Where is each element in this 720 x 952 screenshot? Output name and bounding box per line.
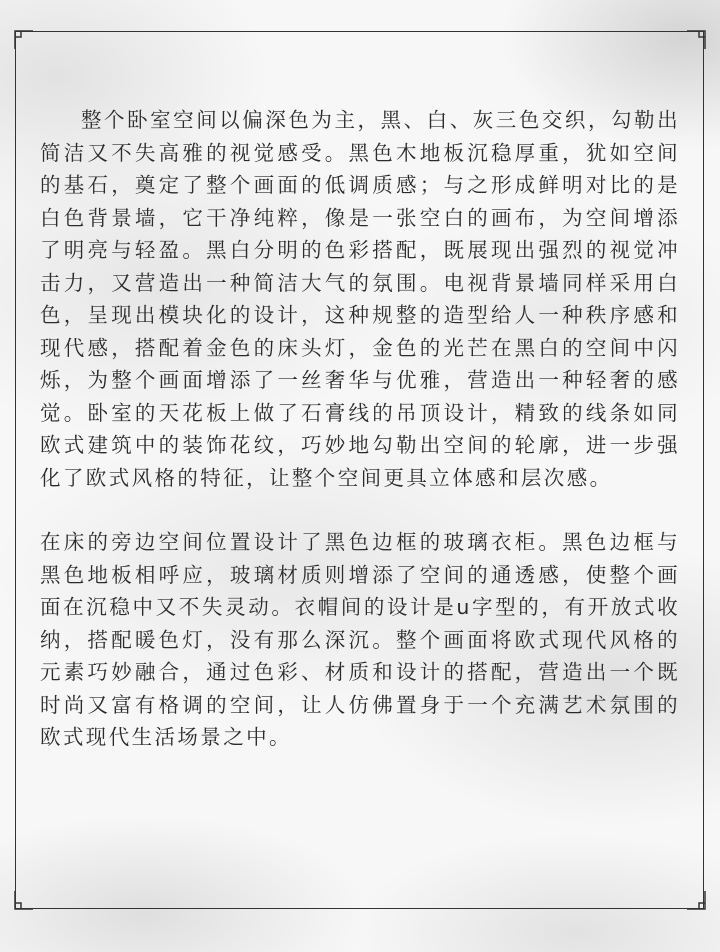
paragraph: 在床的旁边空间位置设计了黑色边框的玻璃衣柜。黑色边框与黑色地板相呼应，玻璃材质则增添了空间的通透感，使整个画面在沉稳中又不失灵动。衣帽间的设计是u字型的，有开放式收纳，搭配暖色灯，没有那么深沉。整个画面将欧式现代风格的元素巧妙融合，通过色彩、材质和设计的搭配，营造出一个既时尚又富有格调的空间，让人仿佛置身于一个充满艺术氛围的欧式现代生活场景之中。 [40, 530, 680, 749]
corner-ornament-icon [13, 29, 35, 51]
corner-ornament-icon [685, 29, 707, 51]
paragraph: 整个卧室空间以偏深色为主，黑、白、灰三色交织，勾勒出简洁又不失高雅的视觉感受。黑色木地板沉稳厚重，犹如空间的基石，奠定了整个画面的低调质感；与之形成鲜明对比的是白色背景墙，它干净纯粹，像是一张空白的画布，为空间增添了明亮与轻盈。黑白分明的色彩搭配，既展现出强烈的视觉冲击力，又营造出一种简洁大气的氛围。电视背景墙同样采用白色，呈现出模块化的设计，这种规整的造型给人一种秩序感和现代感，搭配着金色的床头灯，金色的光芒在黑白的空间中闪烁，为整个画面增添了一丝奢华与优雅，营造出一种轻奢的感觉。卧室的天花板上做了石膏线的吊顶设计，精致的线条如同欧式建筑中的装饰花纹，巧妙地勾勒出空间的轮廓，进一步强化了欧式风格的特征，让整个空间更具立体感和层次感。 [40, 108, 680, 490]
corner-ornament-icon [13, 889, 35, 911]
corner-ornament-icon [685, 889, 707, 911]
article-body [40, 104, 680, 754]
